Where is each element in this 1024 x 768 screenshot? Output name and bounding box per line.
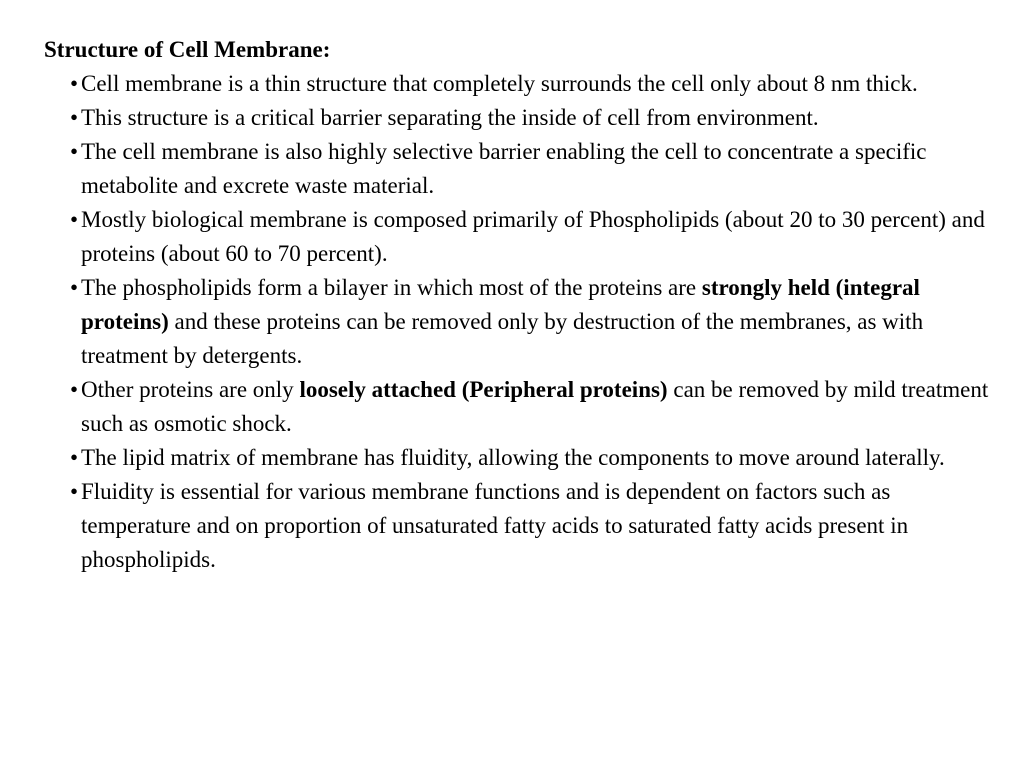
bullet-text-after: and these proteins can be removed only by destruction of the membranes, as with treatment by detergents. xyxy=(81,309,924,368)
bullet-text: This structure is a critical barrier separating the inside of cell from environment. xyxy=(81,105,819,130)
bullet-list xyxy=(66,67,996,577)
bullet-item xyxy=(66,67,996,101)
bullet-dot-icon: • xyxy=(70,445,79,470)
bullet-text-before: Other proteins are only xyxy=(81,377,300,402)
bullet-item xyxy=(66,441,996,475)
bullet-text: The lipid matrix of membrane has fluidity, allowing the components to move around laterally. xyxy=(81,445,945,470)
bullet-text xyxy=(81,275,923,368)
bullet-item xyxy=(66,271,996,373)
bullet-dot-icon: • xyxy=(70,139,79,164)
bullet-text: Cell membrane is a thin structure that completely surrounds the cell only about 8 nm thick. xyxy=(81,71,918,96)
bullet-text xyxy=(81,377,988,436)
bullet-item xyxy=(66,135,996,203)
bullet-text: Fluidity is essential for various membrane functions and is dependent on factors such as temperature and on proportion of unsaturated fatty acids to saturated fatty acids present in phospholipids. xyxy=(81,479,909,572)
bullet-dot-icon: • xyxy=(70,105,79,130)
bullet-dot-icon: • xyxy=(70,275,79,300)
bullet-dot-icon: • xyxy=(70,71,79,96)
bullet-item xyxy=(66,101,996,135)
bullet-text-bold: loosely attached (Peripheral proteins) xyxy=(299,377,668,402)
bullet-dot-icon: • xyxy=(70,207,79,232)
bullet-item xyxy=(66,203,996,271)
bullet-text-before: The phospholipids form a bilayer in which most of the proteins are xyxy=(81,275,702,300)
slide-title: Structure of Cell Membrane: xyxy=(44,37,331,62)
bullet-text-bold: strongly held (integral proteins) xyxy=(81,275,920,334)
bullet-dot-icon: • xyxy=(70,479,79,504)
bullet-text: The cell membrane is also highly selective barrier enabling the cell to concentrate a specific metabolite and excrete waste material. xyxy=(81,139,927,198)
bullet-text: Mostly biological membrane is composed primarily of Phospholipids (about 20 to 30 percent) and proteins (about 60 to 70 percent). xyxy=(81,207,985,266)
bullet-item xyxy=(66,373,996,441)
bullet-item xyxy=(66,475,996,577)
bullet-text-after: can be removed by mild treatment such as osmotic shock. xyxy=(81,377,989,436)
bullet-dot-icon: • xyxy=(70,377,79,402)
